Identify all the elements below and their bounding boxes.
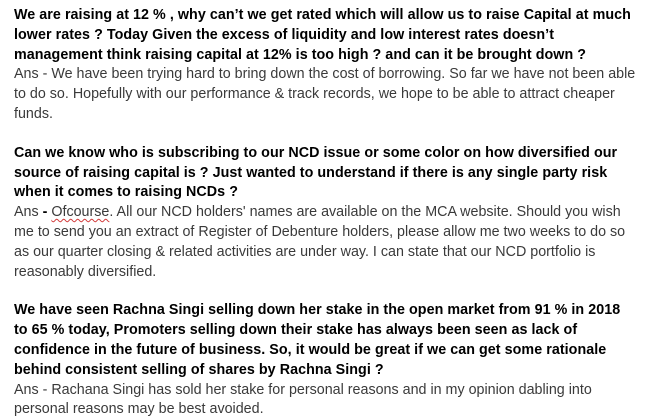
answer-2-rest: . All our NCD holders' names are available on the MCA website. Should you wish me to send you an extract of Register of Debenture holders, please allow me two weeks to do so as our quarter closing & related activities are under way. I can state that our NCD portfolio is reasonably diversified. (14, 204, 626, 280)
question-3: We have seen Rachna Singi selling down her stake in the open market from 91 % in 2018 to 65 % today, Promoters selling down their stake has always been seen as lack of confidence in the future of business. So, it would be great if we can get some rationale behind consistent selling of shares by Rachna Singi ? (14, 302, 621, 378)
answer-2-ans-label: Ans (14, 204, 39, 221)
qa-block-1 (14, 6, 637, 125)
question-2: Can we know who is subscribing to our NCD issue or some color on how diversified our source of raising capital is ? Just wanted to understand if there is any single party risk when it comes to raising NCDs ? (14, 144, 618, 201)
answer-2 (14, 203, 637, 282)
qa-block-3 (14, 301, 637, 420)
answer-3: Ans - Rachana Singi has sold her stake for personal reasons and in my opinion dabling into personal reasons may be best avoided. (14, 381, 592, 418)
question-1: We are raising at 12 % , why can’t we get rated which will allow us to raise Capital at much lower rates ? Today Given the excess of liquidity and low interest rates doesn’t management think raising capital at 12% is too high ? and can it be brought down ? (14, 7, 631, 63)
answer-2-misspelled-word[interactable]: Ofcourse (51, 204, 110, 221)
answer-2-dash: - (38, 204, 52, 221)
answer-1: Ans - We have been trying hard to bring down the cost of borrowing. So far we have not been able to do so. Hopefully with our performance & track records, we hope to be able to attract cheaper funds. (14, 66, 636, 122)
qa-block-2 (14, 144, 637, 283)
